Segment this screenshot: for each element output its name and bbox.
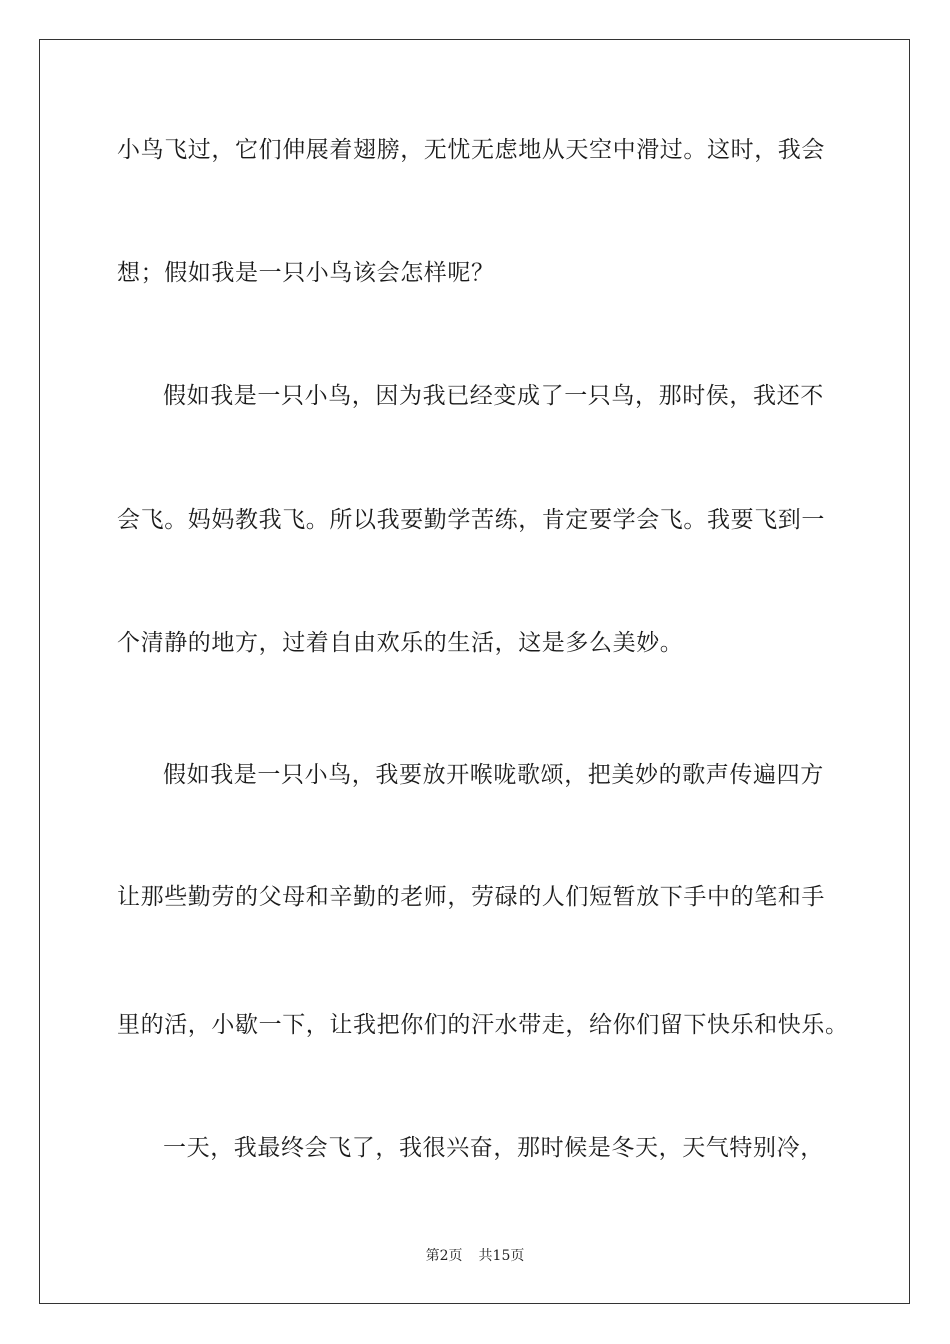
page-footer xyxy=(0,1246,950,1266)
text-line-2: 想；假如我是一只小鸟该会怎样呢？ xyxy=(117,260,495,286)
text-line-4: 会飞。妈妈教我飞。所以我要勤学苦练，肯定要学会飞。我要飞到一 xyxy=(117,507,825,533)
paragraph-line-6: 假如我是一只小鸟，我要放开喉咙歌颂，把美妙的歌声传遍四方 xyxy=(163,762,824,788)
total-pages: 共15页 xyxy=(478,1248,525,1264)
text-line-8: 里的活，小歇一下，让我把你们的汗水带走，给你们留下快乐和快乐。 xyxy=(117,1012,849,1038)
paragraph-line-9: 一天，我最终会飞了，我很兴奋，那时候是冬天，天气特别冷， xyxy=(163,1135,824,1161)
text-line-7: 让那些勤劳的父母和辛勤的老师，劳碌的人们短暂放下手中的笔和手 xyxy=(117,884,825,910)
text-line-5: 个清静的地方，过着自由欢乐的生活，这是多么美妙。 xyxy=(117,630,684,656)
page-frame xyxy=(39,39,910,1304)
text-line-1: 小鸟飞过，它们伸展着翅膀，无忧无虑地从天空中滑过。这时，我会 xyxy=(117,137,825,163)
page-number: 第2页 xyxy=(425,1248,463,1264)
paragraph-line-3: 假如我是一只小鸟，因为我已经变成了一只鸟，那时侯，我还不 xyxy=(163,383,824,409)
